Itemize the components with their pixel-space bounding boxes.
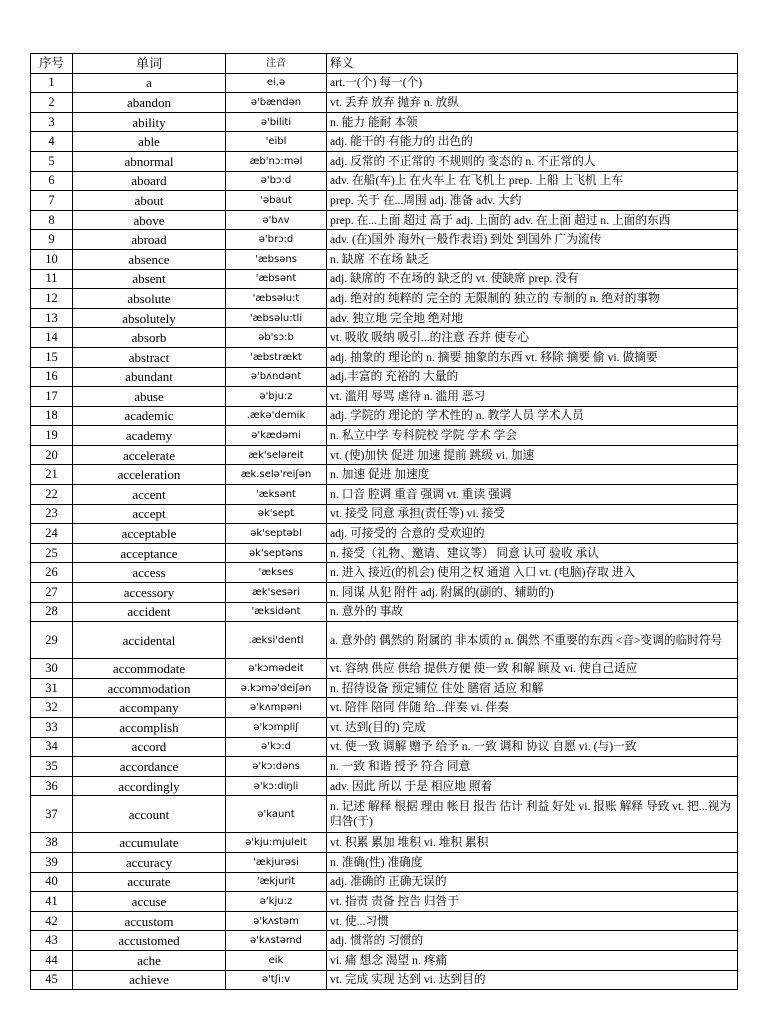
number-cell: 26: [31, 563, 73, 583]
table-row: [31, 387, 738, 407]
number-cell: 44: [31, 950, 73, 970]
word-cell: academic: [73, 406, 226, 426]
table-row: [31, 602, 738, 622]
number-cell: 9: [31, 230, 73, 250]
number-cell: 18: [31, 406, 73, 426]
number-cell: 13: [31, 308, 73, 328]
word-cell: accustom: [73, 911, 226, 931]
definition-cell: adj. 准确的 正确无误的: [327, 872, 738, 892]
table-row: [31, 171, 738, 191]
table-row: [31, 852, 738, 872]
word-cell: abuse: [73, 387, 226, 407]
number-cell: 27: [31, 583, 73, 603]
table-row: [31, 112, 738, 132]
phonetic-cell: ə'kju:mjuleit: [226, 833, 327, 853]
table-row: [31, 93, 738, 113]
phonetic-cell: .æksi'dentl: [226, 622, 327, 659]
definition-cell: vt. 滥用 辱骂 虐待 n. 滥用 恶习: [327, 387, 738, 407]
definition-cell: vt. 使...习惯: [327, 911, 738, 931]
word-cell: accidental: [73, 622, 226, 659]
phonetic-cell: ək'sept: [226, 504, 327, 524]
table-row: [31, 426, 738, 446]
definition-cell: vt. 积累 累加 堆积 vi. 堆积 累积: [327, 833, 738, 853]
phonetic-cell: ə'kɔ:d: [226, 737, 327, 757]
table-row: [31, 892, 738, 912]
number-cell: 37: [31, 796, 73, 833]
phonetic-cell: 'ækjurəsi: [226, 852, 327, 872]
table-row: [31, 950, 738, 970]
number-cell: 41: [31, 892, 73, 912]
number-cell: 8: [31, 210, 73, 230]
definition-cell: prep. 关于 在...周围 adj. 准备 adv. 大约: [327, 191, 738, 211]
number-cell: 39: [31, 852, 73, 872]
definition-cell: n. 准确(性) 准确度: [327, 852, 738, 872]
definition-cell: n. 进入 接近(的机会) 使用之权 通道 入口 vt. (电脑)存取 进入: [327, 563, 738, 583]
definition-cell: adj.丰富的 充裕的 大量的: [327, 367, 738, 387]
phonetic-cell: ə'bʌndənt: [226, 367, 327, 387]
table-row: [31, 347, 738, 367]
word-cell: absolutely: [73, 308, 226, 328]
number-cell: 38: [31, 833, 73, 853]
phonetic-cell: ə'tʃi:v: [226, 970, 327, 990]
definition-cell: n. 一致 和谐 授予 符合 同意: [327, 757, 738, 777]
phonetic-cell: 'əbaut: [226, 191, 327, 211]
word-cell: acceleration: [73, 465, 226, 485]
word-cell: accent: [73, 485, 226, 505]
phonetic-cell: 'æbsəlu:tli: [226, 308, 327, 328]
vocabulary-sheet: [30, 53, 738, 990]
phonetic-cell: ək'septəns: [226, 543, 327, 563]
phonetic-cell: æk'sesəri: [226, 583, 327, 603]
word-cell: accumulate: [73, 833, 226, 853]
word-cell: account: [73, 796, 226, 833]
word-cell: able: [73, 132, 226, 152]
phonetic-cell: 'ækjurit: [226, 872, 327, 892]
word-cell: abstract: [73, 347, 226, 367]
table-row: [31, 911, 738, 931]
definition-cell: n. 缺席 不在场 缺乏: [327, 249, 738, 269]
number-cell: 28: [31, 602, 73, 622]
phonetic-cell: ə'kʌmpəni: [226, 698, 327, 718]
word-cell: about: [73, 191, 226, 211]
table-row: [31, 249, 738, 269]
table-row: [31, 833, 738, 853]
phonetic-cell: 'eibl: [226, 132, 327, 152]
word-cell: ability: [73, 112, 226, 132]
phonetic-cell: ə'bju:z: [226, 387, 327, 407]
number-cell: 34: [31, 737, 73, 757]
phonetic-cell: 'æbsənt: [226, 269, 327, 289]
word-cell: accompany: [73, 698, 226, 718]
number-cell: 4: [31, 132, 73, 152]
word-cell: accommodation: [73, 678, 226, 698]
table-row: [31, 406, 738, 426]
definition-cell: vt. 丢弃 放弃 抛弃 n. 放纵: [327, 93, 738, 113]
table-row: [31, 776, 738, 796]
definition-cell: a. 意外的 偶然的 附属的 非本质的 n. 偶然 不重要的东西 <音>变调的临时符号: [327, 622, 738, 659]
word-cell: academy: [73, 426, 226, 446]
phonetic-cell: ə'biliti: [226, 112, 327, 132]
header-row: [31, 54, 738, 74]
definition-cell: n. 私立中学 专科院校 学院 学术 学会: [327, 426, 738, 446]
table-row: [31, 465, 738, 485]
definition-cell: n. 能力 能耐 本领: [327, 112, 738, 132]
word-cell: absence: [73, 249, 226, 269]
table-row: [31, 289, 738, 309]
number-cell: 35: [31, 757, 73, 777]
table-row: [31, 524, 738, 544]
number-cell: 31: [31, 678, 73, 698]
word-cell: ache: [73, 950, 226, 970]
word-cell: above: [73, 210, 226, 230]
definition-cell: vt. 完成 实现 达到 vi. 达到目的: [327, 970, 738, 990]
word-cell: accordingly: [73, 776, 226, 796]
number-cell: 5: [31, 151, 73, 171]
definition-cell: adv. 因此 所以 于是 相应地 照着: [327, 776, 738, 796]
table-row: [31, 698, 738, 718]
phonetic-cell: 'æbsəlu:t: [226, 289, 327, 309]
word-cell: accessory: [73, 583, 226, 603]
number-cell: 30: [31, 659, 73, 679]
number-cell: 42: [31, 911, 73, 931]
phonetic-cell: ə'kʌstəmd: [226, 931, 327, 951]
phonetic-cell: ə'kædəmi: [226, 426, 327, 446]
table-row: [31, 308, 738, 328]
definition-cell: adv. 在船(车)上 在火车上 在飞机上 prep. 上船 上飞机 上车: [327, 171, 738, 191]
word-cell: accustomed: [73, 931, 226, 951]
header-number: 序号: [31, 54, 73, 74]
definition-cell: adj. 抽象的 理论的 n. 摘要 抽象的东西 vt. 移除 摘要 偷 vi. 做摘要: [327, 347, 738, 367]
definition-cell: vt. 容纳 供应 供给 提供方便 使一致 和解 顾及 vi. 使自己适应: [327, 659, 738, 679]
table-row: [31, 328, 738, 348]
word-cell: accelerate: [73, 445, 226, 465]
phonetic-cell: 'ækses: [226, 563, 327, 583]
table-row: [31, 757, 738, 777]
phonetic-cell: ə'kɔ:diŋli: [226, 776, 327, 796]
phonetic-cell: ə'kɔmədeit: [226, 659, 327, 679]
phonetic-cell: æb'nɔ:məl: [226, 151, 327, 171]
definition-cell: vt. 使一致 调解 赠予 给予 n. 一致 调和 协议 自愿 vi. (与)一致: [327, 737, 738, 757]
definition-cell: n. 记述 解释 根据 理由 帐目 报告 估计 利益 好处 vi. 报账 解释 导致 vt. 把...视为 归咎(于): [327, 796, 738, 833]
word-cell: accurate: [73, 872, 226, 892]
word-cell: absorb: [73, 328, 226, 348]
number-cell: 10: [31, 249, 73, 269]
table-row: [31, 622, 738, 659]
definition-cell: n. 口音 腔调 重音 强调 vt. 重读 强调: [327, 485, 738, 505]
table-row: [31, 737, 738, 757]
table-row: [31, 931, 738, 951]
phonetic-cell: æk.selə'reiʃən: [226, 465, 327, 485]
number-cell: 33: [31, 718, 73, 738]
number-cell: 45: [31, 970, 73, 990]
word-cell: acceptable: [73, 524, 226, 544]
number-cell: 6: [31, 171, 73, 191]
phonetic-cell: 'æksidənt: [226, 602, 327, 622]
definition-cell: adv. (在)国外 海外(一般作表语) 到处 到国外 广为流传: [327, 230, 738, 250]
phonetic-cell: 'æksənt: [226, 485, 327, 505]
table-row: [31, 678, 738, 698]
word-cell: aboard: [73, 171, 226, 191]
number-cell: 15: [31, 347, 73, 367]
number-cell: 3: [31, 112, 73, 132]
word-cell: absolute: [73, 289, 226, 309]
table-row: [31, 191, 738, 211]
phonetic-cell: ə'kɔmpliʃ: [226, 718, 327, 738]
definition-cell: vt. 吸收 吸纳 吸引...的注意 吞并 使专心: [327, 328, 738, 348]
number-cell: 29: [31, 622, 73, 659]
table-row: [31, 718, 738, 738]
word-cell: absent: [73, 269, 226, 289]
definition-cell: adj. 反常的 不正常的 不规则的 变态的 n. 不正常的人: [327, 151, 738, 171]
word-cell: accuse: [73, 892, 226, 912]
phonetic-cell: ək'septəbl: [226, 524, 327, 544]
number-cell: 14: [31, 328, 73, 348]
number-cell: 24: [31, 524, 73, 544]
word-cell: accord: [73, 737, 226, 757]
word-cell: abundant: [73, 367, 226, 387]
table-row: [31, 210, 738, 230]
definition-cell: adj. 能干的 有能力的 出色的: [327, 132, 738, 152]
number-cell: 19: [31, 426, 73, 446]
word-cell: a: [73, 73, 226, 93]
table-row: [31, 872, 738, 892]
table-row: [31, 151, 738, 171]
number-cell: 7: [31, 191, 73, 211]
phonetic-cell: ə'kju:z: [226, 892, 327, 912]
definition-cell: adj. 绝对的 纯粹的 完全的 无限制的 独立的 专制的 n. 绝对的事物: [327, 289, 738, 309]
definition-cell: n. 意外的 事故: [327, 602, 738, 622]
table-body: [31, 73, 738, 990]
definition-cell: vt. (使)加快 促进 加速 提前 跳级 vi. 加速: [327, 445, 738, 465]
number-cell: 20: [31, 445, 73, 465]
header-word: 单词: [73, 54, 226, 74]
number-cell: 40: [31, 872, 73, 892]
table-row: [31, 504, 738, 524]
table-row: [31, 485, 738, 505]
definition-cell: vt. 达到(目的) 完成: [327, 718, 738, 738]
word-cell: abandon: [73, 93, 226, 113]
phonetic-cell: 'æbstrækt: [226, 347, 327, 367]
table-row: [31, 269, 738, 289]
phonetic-cell: ə'bʌv: [226, 210, 327, 230]
table-row: [31, 445, 738, 465]
table-row: [31, 583, 738, 603]
definition-cell: adj. 惯常的 习惯的: [327, 931, 738, 951]
table-row: [31, 73, 738, 93]
number-cell: 17: [31, 387, 73, 407]
word-cell: accept: [73, 504, 226, 524]
phonetic-cell: ə'kʌstəm: [226, 911, 327, 931]
phonetic-cell: ə.kɔmə'deiʃən: [226, 678, 327, 698]
table-row: [31, 367, 738, 387]
table-row: [31, 543, 738, 563]
table-row: [31, 796, 738, 833]
word-cell: abnormal: [73, 151, 226, 171]
word-cell: abroad: [73, 230, 226, 250]
phonetic-cell: ə'bɔ:d: [226, 171, 327, 191]
word-cell: accomplish: [73, 718, 226, 738]
definition-cell: adj. 可接受的 合意的 受欢迎的: [327, 524, 738, 544]
definition-cell: n. 加速 促进 加速度: [327, 465, 738, 485]
phonetic-cell: eik: [226, 950, 327, 970]
phonetic-cell: æk'seləreit: [226, 445, 327, 465]
phonetic-cell: ə'kaunt: [226, 796, 327, 833]
definition-cell: prep. 在...上面 超过 高于 adj. 上面的 adv. 在上面 超过 n. 上面的东西: [327, 210, 738, 230]
table-row: [31, 132, 738, 152]
phonetic-cell: ə'kɔ:dəns: [226, 757, 327, 777]
definition-cell: n. 接受（礼物、邀请、建议等） 同意 认可 验收 承认: [327, 543, 738, 563]
word-cell: accordance: [73, 757, 226, 777]
number-cell: 32: [31, 698, 73, 718]
definition-cell: vt. 陪伴 陪同 伴随 给...伴奏 vi. 伴奏: [327, 698, 738, 718]
number-cell: 25: [31, 543, 73, 563]
header-definition: 释义: [327, 54, 738, 74]
number-cell: 21: [31, 465, 73, 485]
table-row: [31, 659, 738, 679]
vocabulary-table: [30, 53, 738, 990]
definition-cell: vt. 指责 责备 控告 归咎于: [327, 892, 738, 912]
number-cell: 12: [31, 289, 73, 309]
table-row: [31, 970, 738, 990]
phonetic-cell: ə'brɔ:d: [226, 230, 327, 250]
definition-cell: art.一(个) 每一(个): [327, 73, 738, 93]
phonetic-cell: ə'bændən: [226, 93, 327, 113]
number-cell: 43: [31, 931, 73, 951]
definition-cell: n. 招待设备 预定铺位 住处 膳宿 适应 和解: [327, 678, 738, 698]
definition-cell: adv. 独立地 完全地 绝对地: [327, 308, 738, 328]
word-cell: accommodate: [73, 659, 226, 679]
definition-cell: vt. 接受 同意 承担(责任等) vi. 接受: [327, 504, 738, 524]
word-cell: achieve: [73, 970, 226, 990]
table-row: [31, 230, 738, 250]
definition-cell: adj. 学院的 理论的 学术性的 n. 教学人员 学术人员: [327, 406, 738, 426]
phonetic-cell: 'æbsəns: [226, 249, 327, 269]
number-cell: 11: [31, 269, 73, 289]
word-cell: acceptance: [73, 543, 226, 563]
definition-cell: vi. 痛 想念 渴望 n. 疼痛: [327, 950, 738, 970]
word-cell: accuracy: [73, 852, 226, 872]
number-cell: 22: [31, 485, 73, 505]
table-row: [31, 563, 738, 583]
word-cell: accident: [73, 602, 226, 622]
phonetic-cell: .ækə'demik: [226, 406, 327, 426]
word-cell: access: [73, 563, 226, 583]
header-phonetic: 注音: [226, 54, 327, 74]
number-cell: 36: [31, 776, 73, 796]
number-cell: 23: [31, 504, 73, 524]
definition-cell: n. 同谋 从犯 附件 adj. 附属的(副的、辅助的): [327, 583, 738, 603]
definition-cell: adj. 缺席的 不在场的 缺乏的 vt. 使缺席 prep. 没有: [327, 269, 738, 289]
number-cell: 2: [31, 93, 73, 113]
number-cell: 16: [31, 367, 73, 387]
phonetic-cell: ei,ə: [226, 73, 327, 93]
phonetic-cell: əb'sɔ:b: [226, 328, 327, 348]
number-cell: 1: [31, 73, 73, 93]
